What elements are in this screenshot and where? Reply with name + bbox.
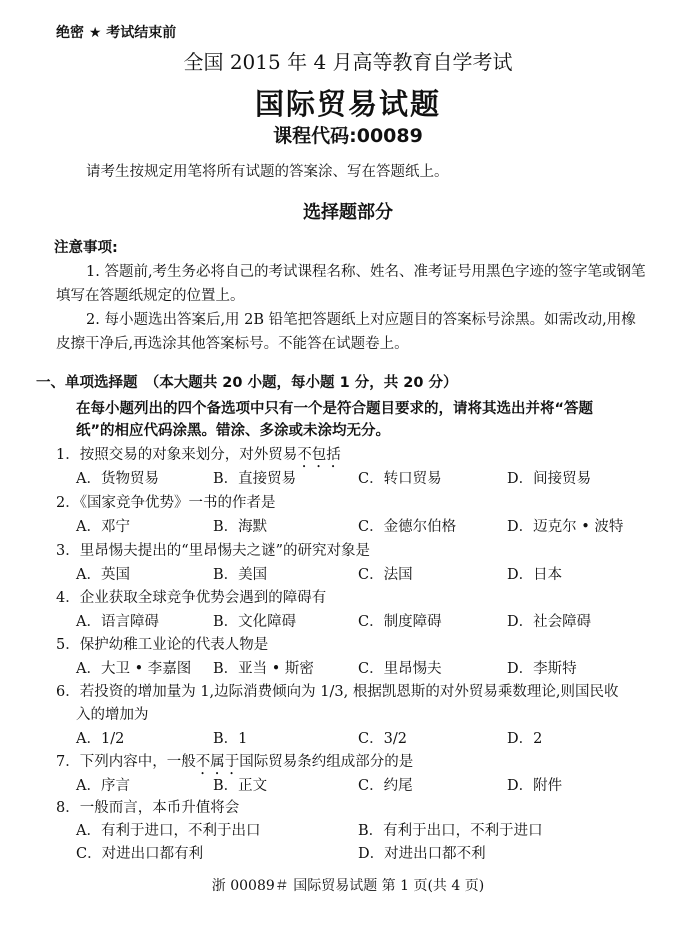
question-1-option-c: C．转口贸易 — [358, 471, 442, 487]
question-8-option-a: A．有利于进口，不利于出口 — [76, 823, 261, 839]
note-2-line-1: 2. 每小题选出答案后,用 2B 铅笔把答题纸上对应题目的答案标号涂黑。如需改动,用橡 — [86, 312, 636, 328]
course-code: 课程代码:00089 — [273, 125, 423, 147]
question-1-option-d: D．间接贸易 — [507, 471, 592, 487]
question-3-option-d: D．日本 — [507, 567, 563, 583]
section-desc-line-2: 纸”的相应代码涂黑。错涂、多涂或未涂均无分。 — [76, 423, 391, 439]
page-footer: 浙 00089＃ 国际贸易试题 第 1 页(共 4 页) — [211, 878, 485, 894]
question-5-option-c: C．里昂惕夫 — [358, 661, 442, 677]
question-4-option-d: D．社会障碍 — [507, 614, 592, 630]
question-2-stem: 2．《国家竞争优势》一书的作者是 — [56, 495, 276, 511]
note-1-line-1: 1. 答题前,考生务必将自己的考试课程名称、姓名、准考证号用黑色字迹的签字笔或钢笔 — [86, 264, 646, 280]
question-7-option-d: D．附件 — [507, 778, 563, 794]
notes-heading: 注意事项: — [54, 240, 118, 256]
question-4-stem: 4．企业获取全球竞争优势会遇到的障碍有 — [56, 590, 327, 606]
part-title: 选择题部分 — [303, 202, 393, 223]
question-2-option-d: D．迈克尔 • 波特 — [507, 519, 624, 535]
question-5-option-a: A．大卫 • 李嘉图 — [76, 661, 192, 677]
question-6-option-b: B．1 — [213, 731, 248, 747]
question-4-option-b: B．文化障碍 — [213, 614, 297, 630]
question-3-option-b: B．美国 — [213, 567, 268, 583]
question-7-stem: 7．下列内容中，一般不属于国际贸易条约组成部分的是 — [56, 754, 414, 770]
question-8-option-c: C．对进出口都有利 — [76, 846, 204, 862]
confidential-mark: 绝密 ★ 考试结束前 — [56, 25, 177, 41]
question-1-option-a: A．货物贸易 — [76, 471, 159, 487]
subject-title: 国际贸易试题 — [254, 87, 441, 121]
question-7-option-a: A．序言 — [76, 778, 130, 794]
question-6-stem-line-1: 6．若投资的增加量为 1,边际消费倾向为 1/3, 根据凯恩斯的对外贸易乘数理论,则国民收 — [56, 684, 619, 700]
question-4-option-c: C．制度障碍 — [358, 614, 442, 630]
question-2-option-b: B．海默 — [213, 519, 268, 535]
question-2-option-c: C．金德尔伯格 — [358, 519, 457, 535]
question-1-emphasis: 不包括 — [297, 447, 341, 463]
question-6-option-d: D．2 — [507, 731, 543, 747]
question-8-option-b: B．有利于出口，不利于进口 — [358, 823, 543, 839]
question-1-stem: 1．按照交易的对象来划分，对外贸易不包括 — [56, 447, 341, 463]
section-title: 一、单项选择题 （本大题共 20 小题，每小题 1 分，共 20 分） — [36, 375, 458, 391]
question-8-option-d: D．对进出口都不利 — [358, 846, 486, 862]
question-3-stem: 3．里昂惕夫提出的“里昂惕夫之谜”的研究对象是 — [56, 543, 371, 559]
question-5-stem: 5．保护幼稚工业论的代表人物是 — [56, 637, 269, 653]
note-2-line-2: 皮擦干净后,再选涂其他答案标号。不能答在试题卷上。 — [56, 336, 409, 352]
exam-name: 全国 2015 年 4 月高等教育自学考试 — [183, 50, 513, 74]
question-4-option-a: A．语言障碍 — [76, 614, 159, 630]
question-7-option-c: C．约尾 — [358, 778, 413, 794]
question-5-option-d: D．李斯特 — [507, 661, 577, 677]
question-6-stem-line-2: 入的增加为 — [76, 707, 149, 723]
question-7-emphasis: 不属于 — [195, 754, 240, 770]
question-8-stem: 8．一般而言，本币升值将会 — [56, 800, 240, 816]
question-2-option-a: A．邓宁 — [76, 519, 130, 535]
question-6-option-a: A．1/2 — [76, 731, 125, 747]
question-5-option-b: B．亚当 • 斯密 — [213, 661, 314, 677]
note-1-line-2: 填写在答题纸规定的位置上。 — [56, 288, 245, 304]
question-3-option-c: C．法国 — [358, 567, 413, 583]
question-1-option-b: B．直接贸易 — [213, 471, 297, 487]
section-desc-line-1: 在每小题列出的四个备选项中只有一个是符合题目要求的，请将其选出并将“答题 — [76, 401, 594, 417]
question-7-option-b: B．正文 — [213, 778, 268, 794]
question-6-option-c: C．3/2 — [358, 731, 407, 747]
instruction-text: 请考生按规定用笔将所有试题的答案涂、写在答题纸上。 — [86, 164, 449, 180]
question-3-option-a: A．英国 — [76, 567, 130, 583]
